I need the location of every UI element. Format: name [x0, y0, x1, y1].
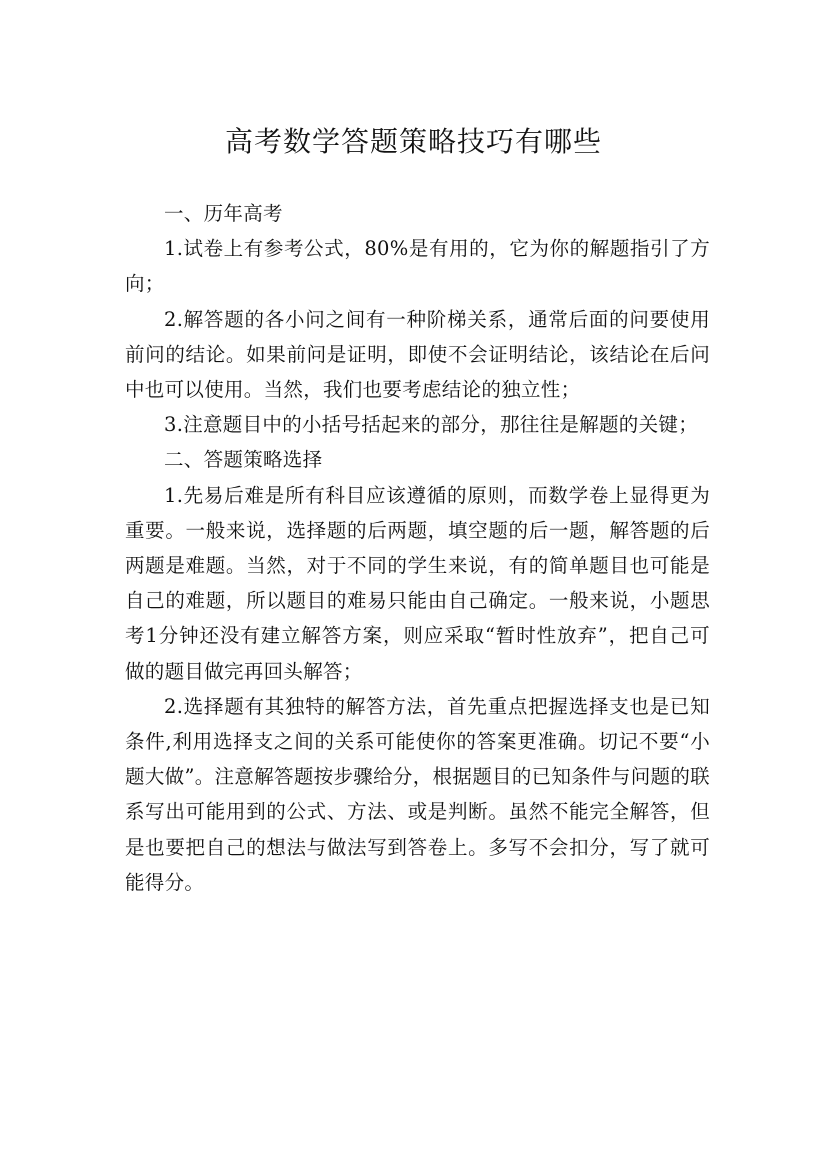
document-body [125, 196, 710, 900]
paragraph-1-3: 3.注意题目中的小括号括起来的部分，那往往是解题的关键； [164, 413, 699, 437]
page-title: 高考数学答题策略技巧有哪些 [224, 124, 602, 158]
section-heading-2: 二、答题策略选择 [164, 448, 323, 472]
paragraph-1-1: 1.试卷上有参考公式，80%是有用的，它为你的解题指引了方向； [125, 237, 710, 296]
paragraph-1-2: 2.解答题的各小问之间有一种阶梯关系，通常后面的问要使用前问的结论。如果前问是证明，即使不会证明结论，该结论在后问中也可以使用。当然，我们也要考虑结论的独立性； [125, 307, 710, 402]
paragraph-2-2: 2.选择题有其独特的解答方法，首先重点把握选择支也是已知条件,利用选择支之间的关系可能使你的答案更准确。切记不要“小题大做”。注意解答题按步骤给分，根据题目的已知条件与问题的联系写出可能用到的公式、方法、或是判断。虽然不能完全解答，但是也要把自己的想法与做法写到答卷上。多写不会扣分，写了就可能得分。 [125, 694, 710, 894]
paragraph-2-1: 1.先易后难是所有科目应该遵循的原则，而数学卷上显得更为重要。一般来说，选择题的后两题，填空题的后一题，解答题的后两题是难题。当然，对于不同的学生来说，有的简单题目也可能是自己的难题，所以题目的难易只能由自己确定。一般来说，小题思考1分钟还没有建立解答方案，则应采取“暂时性放弃”，把自己可做的题目做完再回头解答； [125, 483, 710, 683]
section-heading-1: 一、历年高考 [164, 202, 283, 225]
